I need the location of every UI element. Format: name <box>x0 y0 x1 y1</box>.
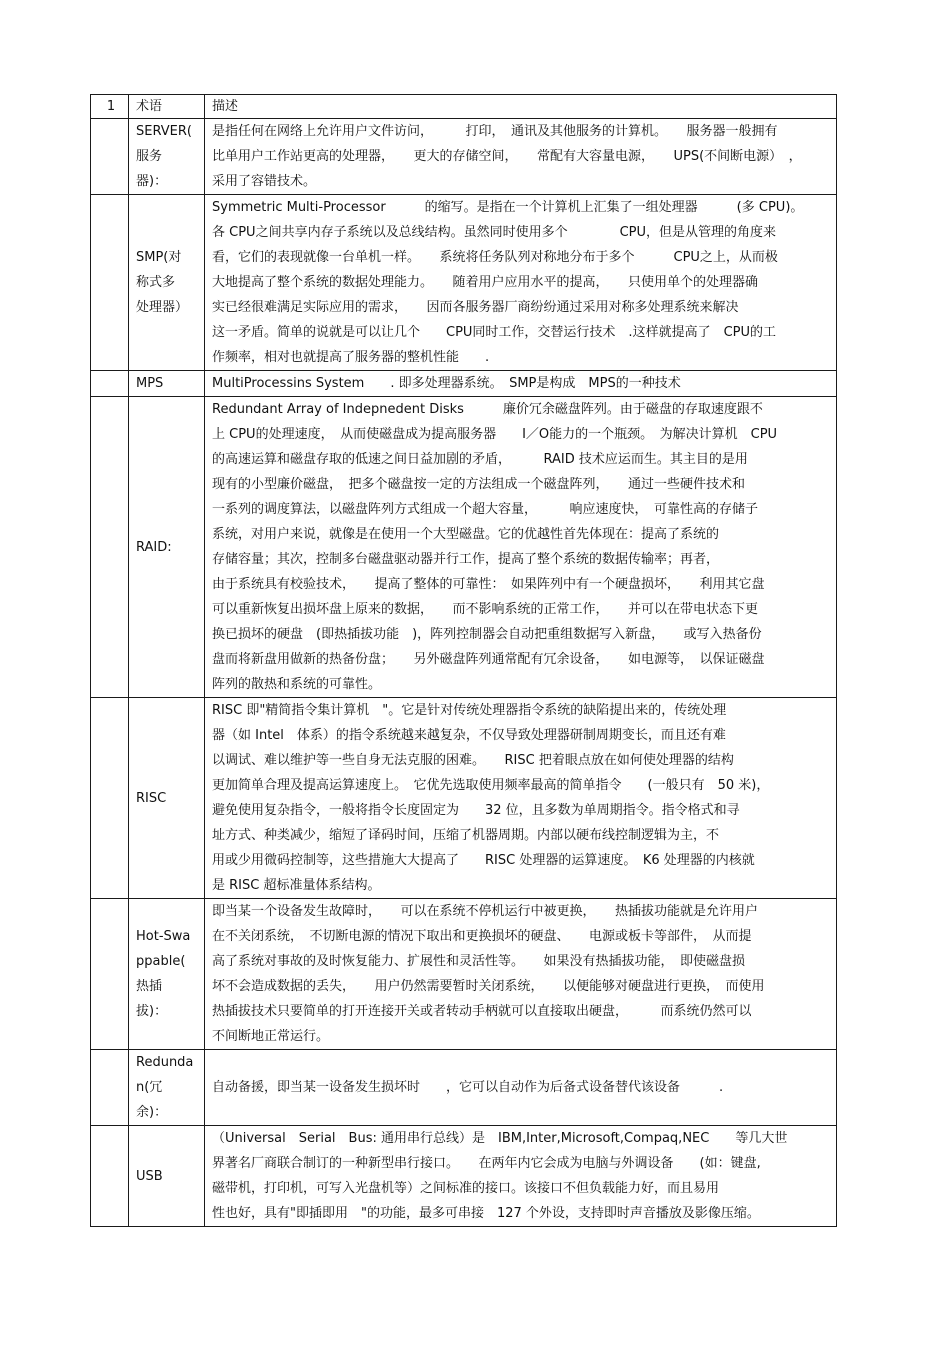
description-line: 高了系统对事故的及时恢复能力、扩展性和灵活性等。 如果没有热插拔功能， 即使磁盘损 <box>212 954 746 969</box>
term-line: Redunda <box>136 1055 194 1070</box>
description-line: 实已经很难满足实际应用的需求， 因而各服务器厂商纷纷通过采用对称多处理系统来解决 <box>212 300 739 315</box>
header-description: 描述 <box>205 95 837 119</box>
glossary-table-body <box>91 95 837 1227</box>
description-line: 界著名厂商联合制订的一种新型串行接口。 在两年内它会成为电脑与外调设备 (如：键盘, <box>212 1156 761 1171</box>
description-line: 采用了容错技术。 <box>212 174 317 189</box>
table-row-usb <box>91 1126 837 1227</box>
description-line: 是指任何在网络上允许用户文件访问， 打印， 通讯及其他服务的计算机。 服务器一般拥有 <box>212 124 778 139</box>
description-cell <box>205 899 837 1050</box>
term-line: SERVER( <box>136 124 192 139</box>
description-line: 阵列的散热和系统的可靠性。 <box>212 677 382 692</box>
document-page <box>90 94 836 1227</box>
table-row-smp <box>91 195 837 371</box>
term-line: MPS <box>136 376 164 391</box>
description-line: 热插拔技术只要简单的打开连接开关或者转动手柄就可以直接取出硬盘， 而系统仍然可以 <box>212 1004 752 1019</box>
table-row-server <box>91 119 837 195</box>
description-line: 即当某一个设备发生故障时， 可以在系统不停机运行中被更换， 热插拔功能就是允许用户 <box>212 904 759 919</box>
description-line: 作频率，相对也就提高了服务器的整机性能 . <box>212 350 490 365</box>
row-number-cell <box>91 119 129 195</box>
description-line: 以调试、难以维护等一些自身无法克服的困难。 RISC 把着眼点放在如何使处理器的结构 <box>212 753 734 768</box>
description-line: 盘而将新盘用做新的热备份盘； 另外磁盘阵列通常配有冗余设备， 如电源等， 以保证磁盘 <box>212 652 765 667</box>
description-line: 比单用户工作站更高的处理器， 更大的存储空间， 常配有大容量电源， UPS(不间断电源） ， <box>212 149 802 164</box>
description-line: 自动备援，即当某一设备发生损坏时 ，它可以自动作为后备式设备替代该设备 . <box>212 1080 724 1095</box>
description-line: 用或少用微码控制等，这些措施大大提高了 RISC 处理器的运算速度。 K6 处理器的内核就 <box>212 853 755 868</box>
description-line: 一系列的调度算法，以磁盘阵列方式组成一个超大容量， 响应速度快， 可靠性高的存储子 <box>212 502 759 517</box>
description-line: 上 CPU的处理速度， 从而使磁盘成为提高服务器 I／O能力的一个瓶颈。 为解决计算机 CPU <box>212 427 778 442</box>
term-line: 称式多 <box>136 275 176 290</box>
term-line: n(冗 <box>136 1080 163 1095</box>
description-line: MultiProcessins System . 即多处理器系统。 SMP是构成 MPS的一种技术 <box>212 376 681 391</box>
table-header-row <box>91 95 837 119</box>
description-line: 这一矛盾。简单的说就是可以让几个 CPU同时工作，交替运行技术 .这样就提高了 CPU的工 <box>212 325 776 340</box>
description-line: 址方式、种类减少，缩短了译码时间，压缩了机器周期。内部以硬布线控制逻辑为主，不 <box>212 828 720 843</box>
row-number-cell <box>91 1126 129 1227</box>
description-line: 避免使用复杂指令，一般将指令长度固定为 32 位，且多数为单周期指令。指令格式和寻 <box>212 803 740 818</box>
description-line: 坏不会造成数据的丢失， 用户仍然需要暂时关闭系统， 以便能够对硬盘进行更换， 而使用 <box>212 979 765 994</box>
row-number-cell <box>91 1050 129 1126</box>
description-line: 换已损坏的硬盘 (即热插拔功能 )，阵列控制器会自动把重组数据写入新盘， 或写入热备份 <box>212 627 762 642</box>
description-line: 器（如 Intel 体系）的指令系统越来越复杂，不仅导致处理器研制周期变长，而且还有难 <box>212 728 726 743</box>
term-line: 处理器） <box>136 300 189 315</box>
description-line: （Universal Serial Bus: 通用串行总线）是 IBM,Inter,Microsoft,Compaq,NEC 等几大世 <box>212 1131 788 1146</box>
term-cell <box>129 397 205 698</box>
description-line: RISC 即"精简指令集计算机 "。它是针对传统处理器指令系统的缺陷提出来的，传统处理 <box>212 703 727 718</box>
description-line: 磁带机，打印机，可写入光盘机等）之间标准的接口。该接口不但负载能力好，而且易用 <box>212 1181 720 1196</box>
term-cell <box>129 1126 205 1227</box>
term-line: 拔)： <box>136 1004 168 1019</box>
description-cell <box>205 371 837 397</box>
table-row-redundant <box>91 1050 837 1126</box>
term-line: SMP(对 <box>136 250 182 265</box>
term-cell <box>129 371 205 397</box>
description-line: 看，它们的表现就像一台单机一样。 系统将任务队列对称地分布于多个 CPU之上，从而极 <box>212 250 778 265</box>
term-line: USB <box>136 1168 163 1184</box>
description-line: 性也好，具有"即插即用 "的功能，最多可串接 127 个外设，支持即时声音播放及影像压缩。 <box>212 1206 760 1221</box>
term-cell <box>129 119 205 195</box>
header-term: 术语 <box>129 95 205 119</box>
term-line: 服务 <box>136 149 163 164</box>
term-line: 余)： <box>136 1105 168 1120</box>
description-line: 可以重新恢复出损坏盘上原来的数据， 而不影响系统的正常工作， 并可以在带电状态下更 <box>212 602 759 617</box>
glossary-table <box>90 94 837 1227</box>
term-cell <box>129 1050 205 1126</box>
table-row-hot-swappable <box>91 899 837 1050</box>
description-cell <box>205 119 837 195</box>
description-line: 的高速运算和磁盘存取的低速之间日益加剧的矛盾， RAID 技术应运而生。其主目的是用 <box>212 452 748 467</box>
term-line: RAID: <box>136 539 172 555</box>
description-line: 不间断地正常运行。 <box>212 1029 330 1044</box>
term-line: ppable( <box>136 954 186 969</box>
term-cell <box>129 195 205 371</box>
description-cell <box>205 1050 837 1126</box>
row-number-cell <box>91 397 129 698</box>
term-line: 器)： <box>136 174 168 189</box>
description-cell <box>205 195 837 371</box>
description-line: Redundant Array of Indepnedent Disks 廉价冗余磁盘阵列。由于磁盘的存取速度跟不 <box>212 402 763 417</box>
row-number-cell <box>91 371 129 397</box>
table-row-risc <box>91 698 837 899</box>
description-line: Symmetric Multi-Processor 的缩写。是指在一个计算机上汇集了一组处理器 (多 CPU)。 <box>212 200 804 215</box>
description-line: 由于系统具有校验技术， 提高了整体的可靠性： 如果阵列中有一个硬盘损坏， 利用其它盘 <box>212 577 765 592</box>
term-cell <box>129 899 205 1050</box>
description-line: 存储容量；其次，控制多台磁盘驱动器并行工作，提高了整个系统的数据传输率；再者， <box>212 552 720 567</box>
row-number-cell <box>91 698 129 899</box>
table-row-raid <box>91 397 837 698</box>
table-row-mps <box>91 371 837 397</box>
term-line: Hot-Swa <box>136 929 191 944</box>
description-line: 是 RISC 超标准量体系结构。 <box>212 878 381 893</box>
row-number-cell <box>91 899 129 1050</box>
header-number: 1 <box>91 95 129 119</box>
description-line: 大地提高了整个系统的数据处理能力。 随着用户应用水平的提高， 只使用单个的处理器确 <box>212 275 759 290</box>
term-line: RISC <box>136 790 167 806</box>
term-cell <box>129 698 205 899</box>
description-cell <box>205 397 837 698</box>
description-line: 更加简单合理及提高运算速度上。 它优先选取使用频率最高的简单指令 (一般只有 50 米)， <box>212 778 770 793</box>
description-cell <box>205 698 837 899</box>
row-number-cell <box>91 195 129 371</box>
term-line: 热插 <box>136 979 163 994</box>
description-line: 各 CPU之间共享内存子系统以及总线结构。虽然同时使用多个 CPU，但是从管理的角度来 <box>212 225 776 240</box>
description-line: 现有的小型廉价磁盘， 把多个磁盘按一定的方法组成一个磁盘阵列， 通过一些硬件技术和 <box>212 477 746 492</box>
description-cell <box>205 1126 837 1227</box>
description-line: 系统，对用户来说，就像是在使用一个大型磁盘。它的优越性首先体现在：提高了系统的 <box>212 527 720 542</box>
description-line: 在不关闭系统， 不切断电源的情况下取出和更换损坏的硬盘、 电源或板卡等部件， 从而提 <box>212 929 752 944</box>
